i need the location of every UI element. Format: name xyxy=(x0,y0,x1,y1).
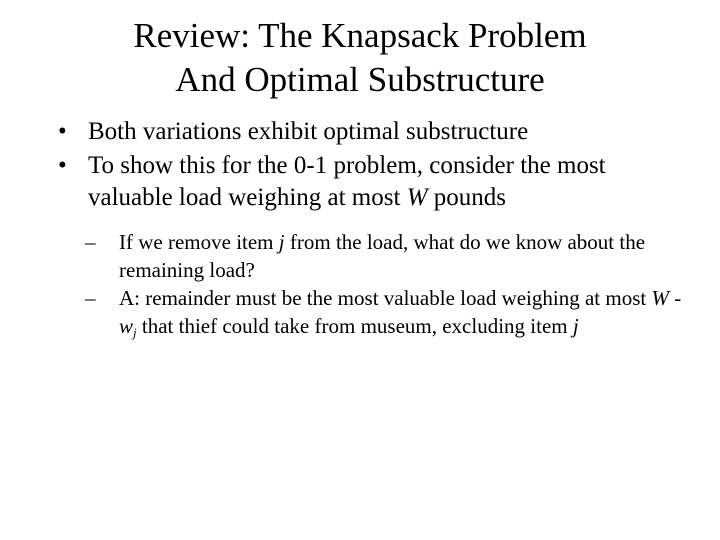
sub-bullet-text-part: A: remainder must be the most valuable load weighing at most xyxy=(119,286,652,310)
sub-bullet-marker: – xyxy=(85,230,96,254)
variable-j: j xyxy=(278,230,285,254)
sub-bullet-text xyxy=(119,230,645,282)
variable-W: W xyxy=(651,286,669,310)
sub-bullet-text xyxy=(119,286,681,338)
sub-bullet-text-part: that thief could take from museum, excluding item xyxy=(136,314,573,338)
sub-bullet-marker: – xyxy=(85,286,96,310)
bullet-marker: • xyxy=(58,152,67,179)
variable-W: W xyxy=(406,184,428,211)
variable-j: j xyxy=(572,314,579,338)
bullet-list xyxy=(56,116,696,340)
sub-bullet-list xyxy=(85,228,696,340)
sub-bullet-item xyxy=(85,228,696,284)
slide-title xyxy=(0,14,720,102)
sub-bullet-item xyxy=(85,284,696,340)
sub-bullet-text-part: from the load, what do we know about the remaining load? xyxy=(119,230,646,282)
bullet-text-part: To show this for the 0-1 problem, consider the most valuable load weighing at most xyxy=(88,152,606,211)
subscript-j: j xyxy=(133,325,137,340)
sub-bullet-text-part: - xyxy=(668,286,682,310)
bullet-text: Both variations exhibit optimal substructure xyxy=(88,118,529,145)
bullet-marker: • xyxy=(58,118,67,145)
title-line-2: And Optimal Substructure xyxy=(175,60,545,99)
title-line-1: Review: The Knapsack Problem xyxy=(133,16,587,55)
sub-bullet-text-part: If we remove item xyxy=(119,230,279,254)
bullet-text-part: pounds xyxy=(427,184,506,211)
bullet-item xyxy=(56,116,696,148)
variable-w: w xyxy=(119,314,134,338)
bullet-item xyxy=(56,150,696,214)
bullet-text xyxy=(88,152,606,211)
